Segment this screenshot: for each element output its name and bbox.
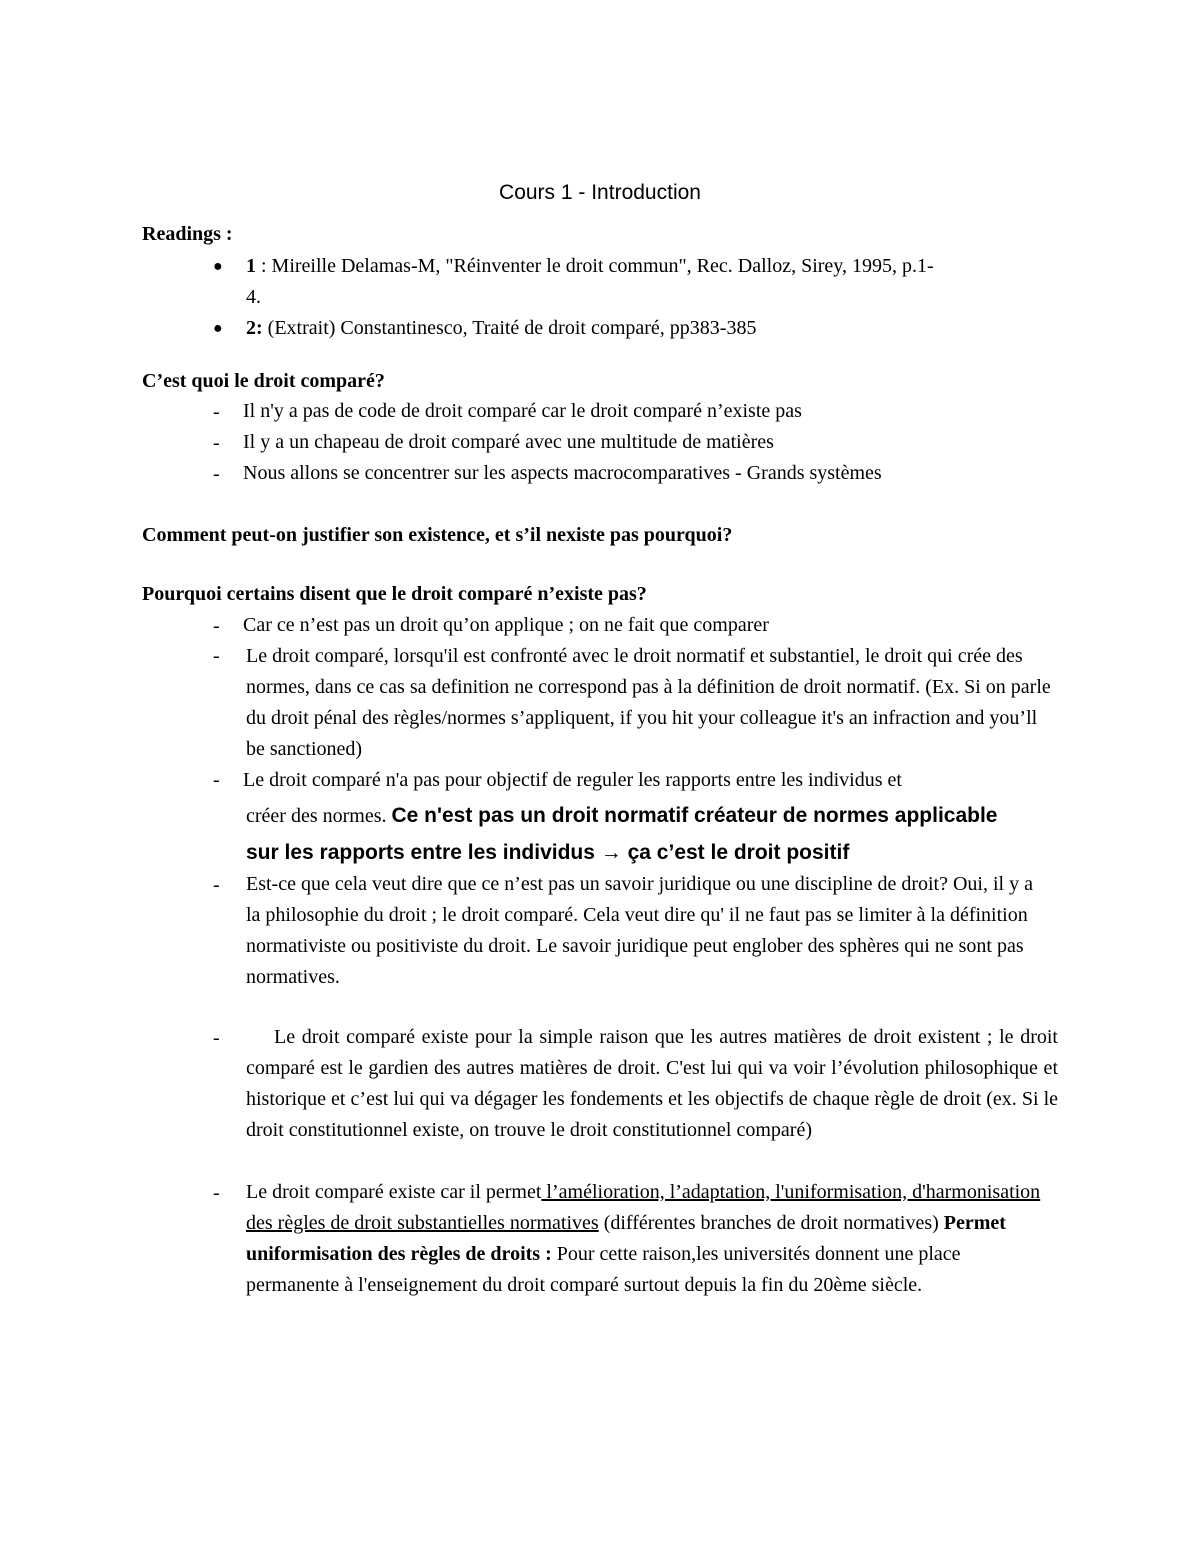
bold-text: Permet uniformisation des règles de droits : [246, 1212, 1006, 1265]
list-item: Nous allons se concentrer sur les aspects macrocomparatives - Grands systèmes [243, 462, 882, 484]
list-item: Le droit comparé existe pour la simple raison que les autres matières de droit existent ; le droit comparé est le gardien des autres matières de droit. C'est lui qui va voir l’évolution philosophique et historique et c’est lui qui va dégager les fondements et les objectifs de chaque règle de droit (ex. Si le droit constitutionnel existe, on trouve le droit constitutionnel comparé) [246, 1026, 1058, 1141]
dash-marker: - [213, 1182, 220, 1204]
list-item: Il n'y a pas de code de droit comparé car le droit comparé n’existe pas [243, 400, 802, 422]
dash-marker: - [213, 615, 220, 637]
reading-number: 2: [246, 317, 263, 339]
reading-item-2 [246, 313, 1061, 344]
reading-number: 1 [246, 255, 256, 277]
list-item: Le droit comparé, lorsqu'il est confronté avec le droit normatif et substantiel, le droit qui crée des normes, dans ce cas sa definition ne correspond pas à la définition de droit normatif. (Ex. Si on parle du droit pénal des règles/normes s’appliquent, if you hit your colleague it's an infraction and you’ll be sanctioned) [246, 645, 1051, 760]
dash-marker: - [213, 401, 220, 423]
list-item: Est-ce que cela veut dire que ce n’est pas un savoir juridique ou une discipline de droit? Oui, il y a la philosophie du droit ; le droit comparé. Cela veut dire qu' il ne faut pas se limiter à la définition normativiste ou positiviste du droit. Le savoir juridique peut englober des sphères qui ne sont pas normatives. [246, 873, 1033, 988]
list-item-cont [246, 800, 1061, 832]
list-item: Car ce n’est pas un droit qu’on applique ; on ne fait que comparer [243, 614, 769, 636]
plain-text: créer des normes. [246, 805, 392, 827]
page-title: Cours 1 - Introduction [499, 181, 701, 204]
bold-text: Ce n'est pas un droit normatif créateur de normes applicable [391, 804, 998, 827]
section-heading: C’est quoi le droit comparé? [142, 370, 385, 392]
plain-text: Le droit comparé existe car il permet [246, 1181, 542, 1203]
list-item-cont [246, 837, 1061, 869]
list-item: Il y a un chapeau de droit comparé avec une multitude de matières [243, 431, 774, 453]
reading-text: (Extrait) Constantinesco, Traité de droit comparé, pp383-385 [262, 317, 757, 339]
dash-marker: - [213, 1027, 220, 1049]
list-item: Le droit comparé n'a pas pour objectif de reguler les rapports entre les individus et [243, 769, 902, 791]
list-item [243, 1177, 1055, 1301]
reading-item-1 [246, 251, 1061, 282]
section-heading: Comment peut-on justifier son existence, et s’il nexiste pas pourquoi? [142, 524, 733, 546]
dash-marker: - [213, 432, 220, 454]
bullet-icon: ● [213, 258, 223, 275]
reading-text: : Mireille Delamas-M, "Réinventer le droit commun", Rec. Dalloz, Sirey, 1995, p.1- [256, 255, 934, 277]
readings-heading: Readings : [142, 223, 233, 245]
bold-text: sur les rapports entre les individus → ça c’est le droit positif [246, 841, 850, 864]
dash-marker: - [213, 645, 220, 667]
plain-text: Pour cette raison,les universités donnent une place permanente à l'enseignement du droit comparé surtout depuis la fin du 20ème siècle. [246, 1243, 961, 1296]
dash-marker: - [213, 769, 220, 791]
section-heading: Pourquoi certains disent que le droit comparé n’existe pas? [142, 583, 647, 605]
reading-item-1-cont: 4. [246, 286, 261, 308]
plain-text: (différentes branches de droit normatives) [598, 1212, 944, 1234]
underlined-text: l’amélioration, l’adaptation, l'uniformisation, d'harmonisation des règles de droit substantielles normatives [246, 1181, 1041, 1234]
dash-marker: - [213, 874, 220, 896]
bullet-icon: ● [213, 320, 223, 337]
dash-marker: - [213, 463, 220, 485]
